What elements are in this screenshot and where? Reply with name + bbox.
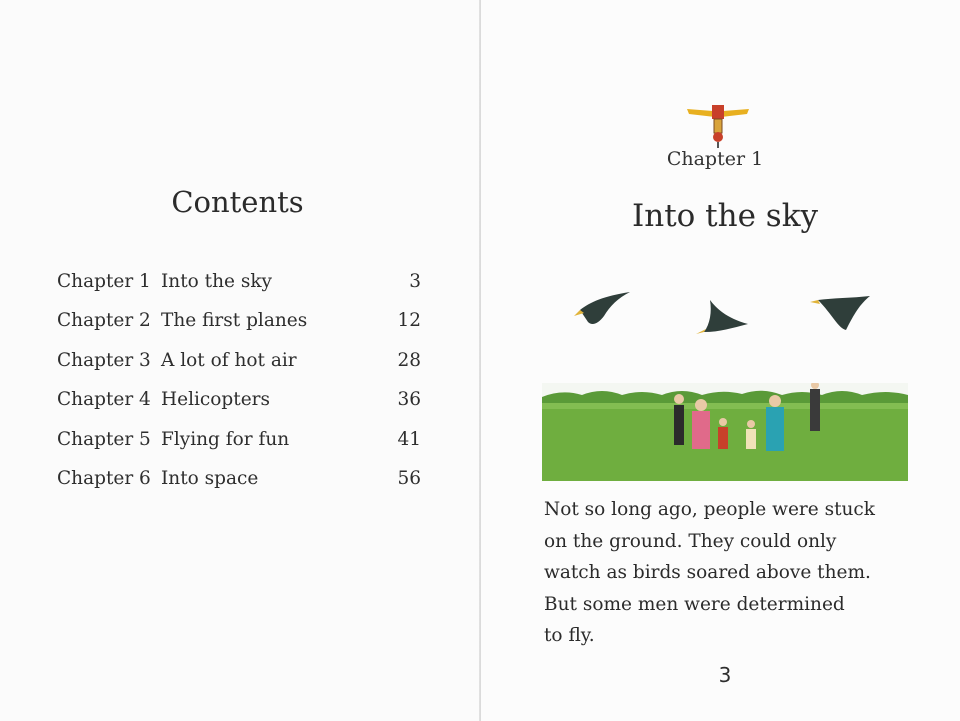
body-line: Not so long ago, people were stuck: [544, 499, 876, 520]
toc-page-number: 3: [409, 271, 421, 292]
chapter-title: Into the sky: [631, 198, 818, 234]
toc-row[interactable]: [57, 387, 421, 426]
bird-icon: [696, 300, 748, 334]
toc-row[interactable]: [57, 269, 421, 308]
page-number: 3: [718, 663, 732, 687]
toc-chapter-number: Chapter 1: [57, 271, 151, 292]
bird-icon: [574, 292, 630, 324]
body-line: watch as birds soared above them.: [544, 562, 871, 583]
toc-chapter-number: Chapter 2: [57, 310, 151, 332]
toc-chapter-title: Into space: [161, 467, 259, 489]
body-paragraph: [544, 494, 924, 652]
toc-page-number: 36: [397, 389, 421, 411]
table-of-contents: [57, 269, 421, 505]
contents-heading: Contents: [171, 185, 304, 219]
toc-row[interactable]: [57, 427, 421, 466]
toc-chapter-title: A lot of hot air: [161, 349, 297, 371]
body-line: to fly.: [544, 625, 595, 646]
toc-chapter-number: Chapter 6: [57, 467, 151, 489]
toc-page-number: 28: [397, 349, 421, 371]
toc-chapter-title: Helicopters: [161, 389, 270, 411]
birds-illustration: [570, 280, 890, 350]
toc-row[interactable]: [57, 348, 421, 387]
toc-page-number: 41: [397, 428, 421, 450]
toc-chapter-title: Into the sky: [161, 271, 273, 292]
toc-chapter-title: Flying for fun: [161, 428, 290, 450]
toc-chapter-number: Chapter 4: [57, 389, 151, 411]
toc-page-number: 56: [397, 467, 421, 489]
toc-chapter-number: Chapter 3: [57, 349, 151, 371]
toc-row[interactable]: [57, 466, 421, 505]
chapter-label: Chapter 1: [666, 148, 764, 170]
body-line: But some men were determined: [544, 593, 845, 615]
toc-page-number: 12: [397, 310, 421, 332]
flying-machine-icon: [685, 103, 751, 149]
bird-icon: [810, 296, 870, 330]
toc-chapter-number: Chapter 5: [57, 428, 151, 450]
toc-row[interactable]: [57, 308, 421, 347]
toc-chapter-title: The first planes: [161, 310, 308, 332]
people-on-meadow-illustration: [542, 383, 908, 481]
body-line: on the ground. They could only: [544, 530, 837, 552]
